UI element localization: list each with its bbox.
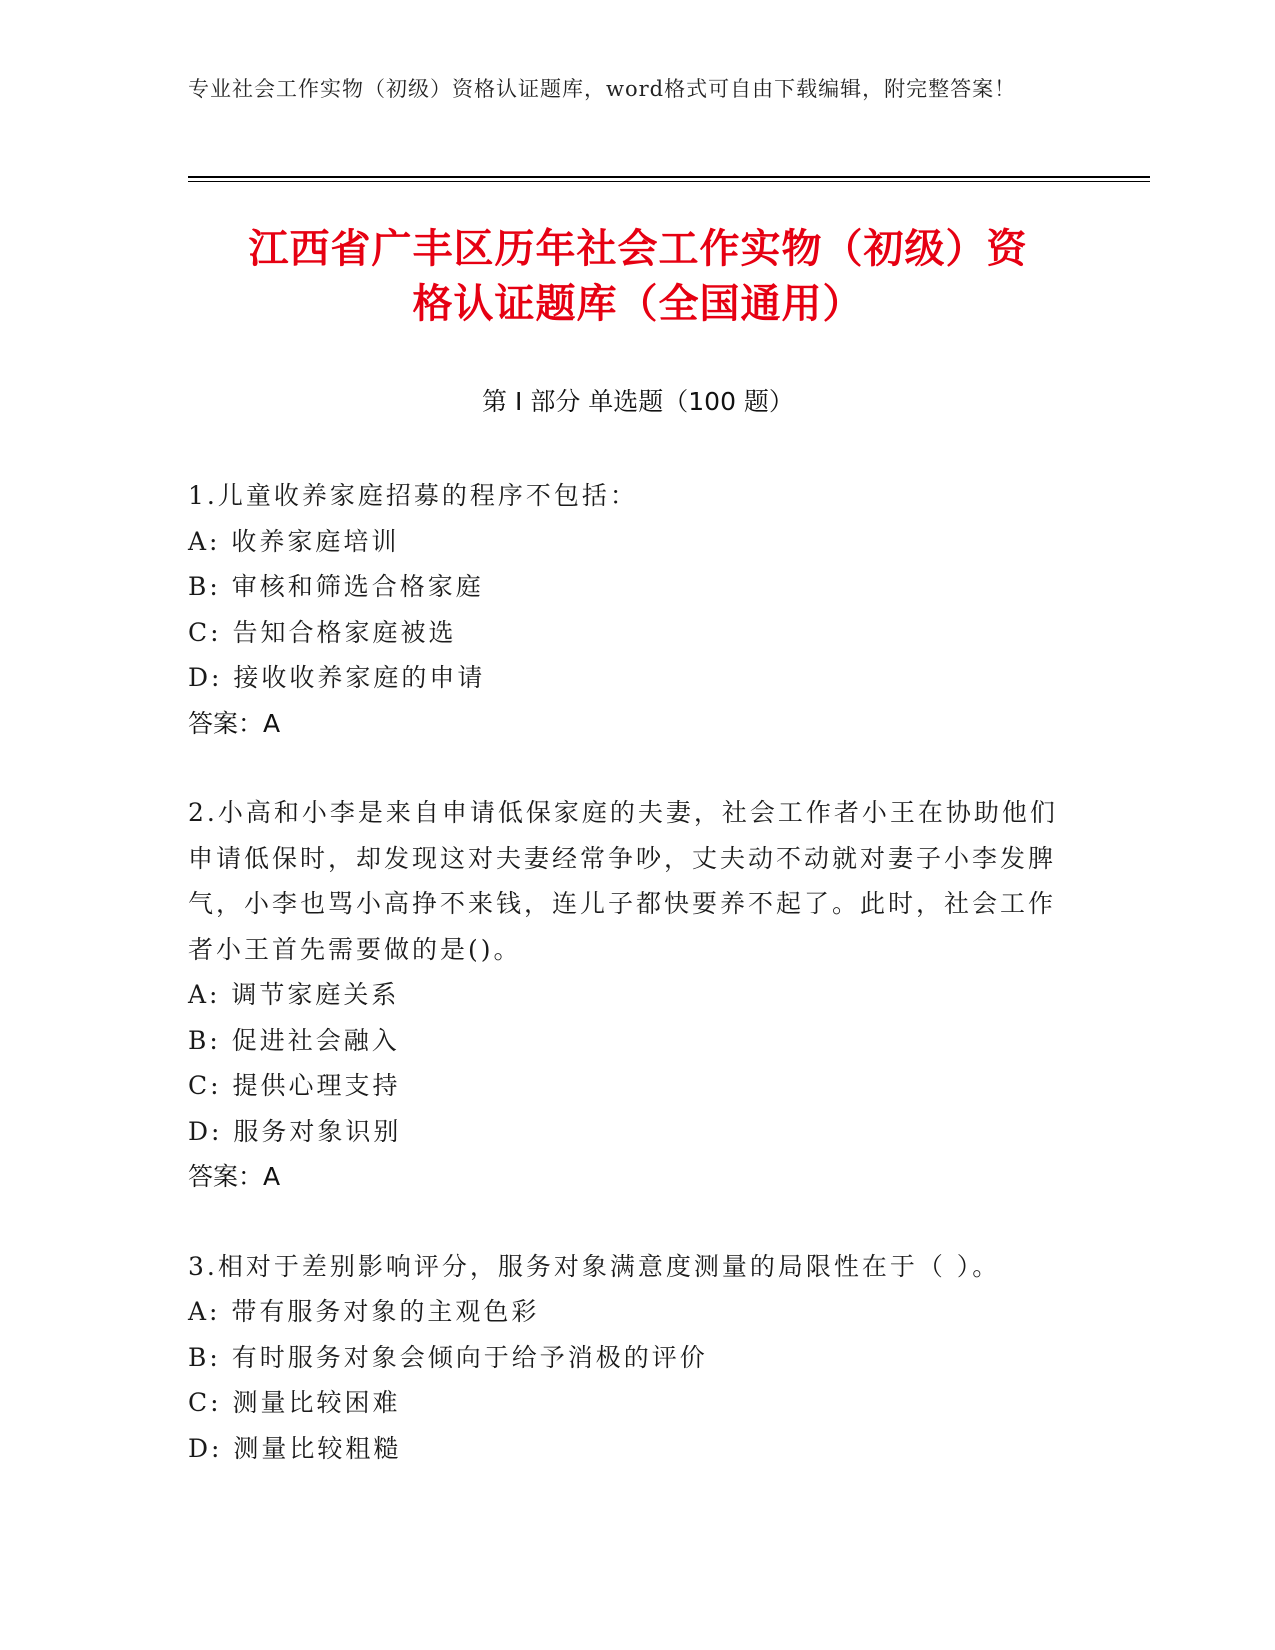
option-b: B: 有时服务对象会倾向于给予消极的评价 (188, 1342, 708, 1372)
option-c: C: 告知合格家庭被选 (188, 617, 457, 647)
question-2 (188, 790, 1068, 1200)
header-note: 专业社会工作实物（初级）资格认证题库，word格式可自由下载编辑，附完整答案！ (188, 77, 1017, 101)
header-divider-thin (188, 181, 1150, 182)
option-d: D: 接收收养家庭的申请 (188, 663, 486, 692)
question-3 (188, 1244, 1068, 1472)
header-divider-thick (188, 176, 1150, 178)
option-a: A: 收养家庭培训 (188, 526, 400, 556)
document-title (188, 222, 1088, 332)
document-title-line-1: 江西省广丰区历年社会工作实物（初级）资 (248, 226, 1028, 272)
option-a: A: 调节家庭关系 (188, 980, 400, 1009)
question-list (188, 473, 1068, 1515)
option-b: B: 审核和筛选合格家庭 (188, 572, 484, 601)
answer: 答案：A (188, 1162, 281, 1191)
document-title-line-2: 格认证题库（全国通用） (412, 281, 864, 327)
answer: 答案：A (188, 708, 281, 738)
question-stem: 2.小高和小李是来自申请低保家庭的夫妻，社会工作者小王在协助他们申请低保时，却发现这对夫妻经常争吵，丈夫动不动就对妻子小李发脾气，小李也骂小高挣不来钱，连儿子都快要养不起了。此时，社会工作者小王首先需要做的是()。 (188, 798, 1058, 964)
section-heading: 第 I 部分 单选题（100 题） (482, 387, 794, 416)
question-1 (188, 473, 1068, 746)
option-d: D: 服务对象识别 (188, 1116, 402, 1146)
option-c: C: 提供心理支持 (188, 1071, 401, 1100)
option-d: D: 测量比较粗糙 (188, 1433, 402, 1463)
question-stem: 3.相对于差别影响评分，服务对象满意度测量的局限性在于（ ）。 (188, 1251, 1001, 1281)
option-b: B: 促进社会融入 (188, 1025, 400, 1055)
option-a: A: 带有服务对象的主观色彩 (188, 1297, 540, 1326)
option-c: C: 测量比较困难 (188, 1388, 401, 1417)
question-stem: 1.儿童收养家庭招募的程序不包括： (188, 481, 638, 510)
